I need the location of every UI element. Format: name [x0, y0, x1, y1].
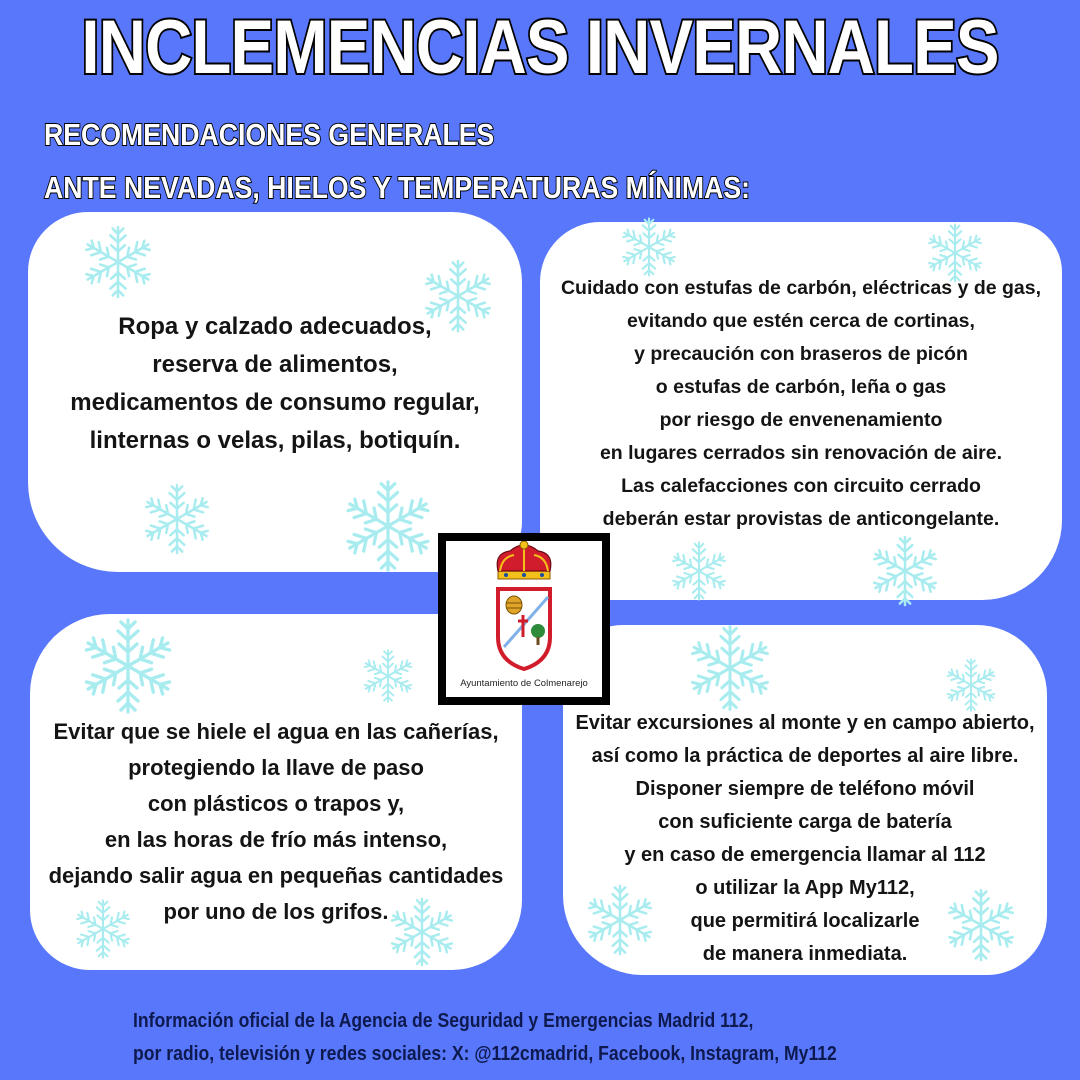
- card-line: de manera inmediata.: [702, 943, 908, 965]
- card-line: en lugares cerrados sin renovación de aire.: [599, 442, 1003, 464]
- card-line: con plásticos o trapos y,: [147, 791, 405, 816]
- snowflake-icon: [360, 648, 416, 704]
- card-line: o utilizar la App My112,: [695, 877, 915, 899]
- card-line: evitando que estén cerca de cortinas,: [627, 310, 975, 332]
- card-line: deberán estar provistas de anticongelante.: [602, 508, 1000, 530]
- recommendation-card-heating: [540, 222, 1062, 600]
- card-line: con suficiente carga de batería: [658, 811, 952, 833]
- card-line: medicamentos de consumo regular,: [70, 389, 480, 416]
- recommendation-card-outdoors: [563, 625, 1047, 975]
- card-line: protegiendo la llave de paso: [128, 755, 424, 780]
- footer-info: [133, 1005, 837, 1071]
- card-line: linternas o velas, pilas, botiquín.: [89, 427, 461, 454]
- subtitle-general: RECOMENDACIONES GENERALES: [44, 117, 495, 152]
- card-text: [30, 714, 522, 930]
- snowflake-icon: [868, 534, 942, 608]
- card-line: o estufas de carbón, leña o gas: [655, 376, 947, 398]
- card-line: reserva de alimentos,: [152, 351, 398, 378]
- card-text: [540, 272, 1062, 536]
- card-text: [28, 308, 522, 460]
- card-line: Evitar excursiones al monte y en campo abierto,: [575, 712, 1035, 734]
- coat-of-arms-icon: [446, 541, 602, 677]
- card-line: Las calefacciones con circuito cerrado: [621, 475, 981, 497]
- card-line: que permitirá localizarle: [690, 910, 920, 932]
- card-line: en las horas de frío más intenso,: [104, 827, 448, 852]
- card-line: Cuidado con estufas de carbón, eléctricas y de gas,: [560, 277, 1042, 299]
- card-line: Evitar que se hiele el agua en las cañerías,: [53, 719, 499, 744]
- snowflake-icon: [340, 478, 436, 574]
- recommendation-card-supplies: [28, 212, 522, 572]
- municipality-logo: [438, 533, 610, 705]
- logo-label: Ayuntamiento de Colmenarejo: [460, 678, 588, 689]
- card-line: así como la práctica de deportes al aire libre.: [591, 745, 1019, 767]
- snowflake-icon: [78, 616, 178, 716]
- snowflake-icon: [943, 657, 999, 713]
- card-line: dejando salir agua en pequeñas cantidades: [48, 863, 504, 888]
- subtitle-conditions: ANTE NEVADAS, HIELOS Y TEMPERATURAS MÍNIMAS:: [44, 170, 751, 205]
- card-text: [563, 707, 1047, 971]
- card-line: y precaución con braseros de picón: [634, 343, 968, 365]
- card-line: y en caso de emergencia llamar al 112: [624, 844, 986, 866]
- card-line: Ropa y calzado adecuados,: [118, 313, 432, 340]
- snowflake-icon: [668, 540, 730, 602]
- snowflake-icon: [140, 482, 214, 556]
- card-line: Disponer siempre de teléfono móvil: [635, 778, 975, 800]
- snowflake-icon: [80, 224, 156, 300]
- page-title: INCLEMENCIAS INVERNALES: [81, 5, 999, 90]
- card-line: por riesgo de envenenamiento: [659, 409, 943, 431]
- snowflake-icon: [685, 623, 775, 713]
- footer-line: por radio, televisión y redes sociales: X: @112cmadrid, Facebook, Instagram, My112: [133, 1043, 837, 1065]
- footer-line: Información oficial de la Agencia de Seguridad y Emergencias Madrid 112,: [133, 1010, 754, 1032]
- card-line: por uno de los grifos.: [163, 899, 389, 924]
- snowflake-icon: [618, 216, 680, 278]
